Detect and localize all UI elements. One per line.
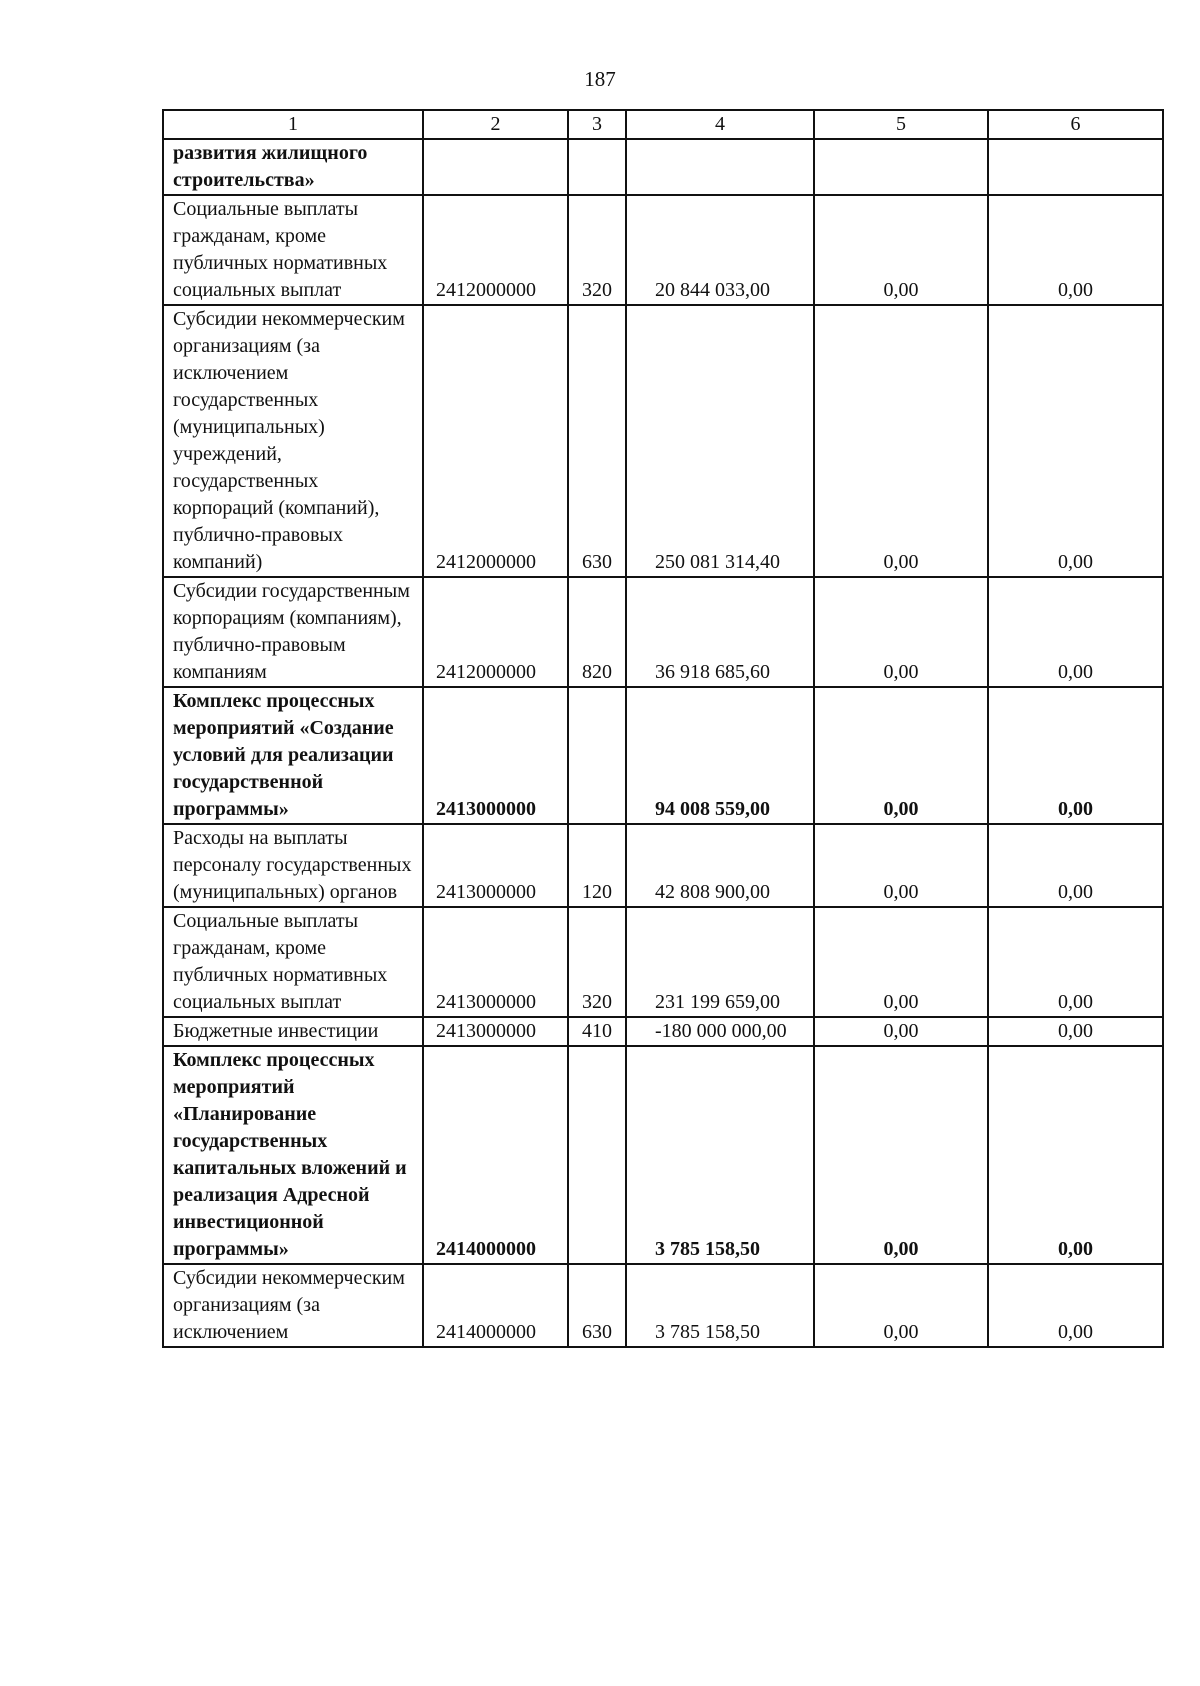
- header-col-2: 2: [423, 110, 568, 139]
- table-row: [163, 687, 1163, 824]
- row-expense-type: 410: [568, 1017, 626, 1046]
- row-amount-col5: 0,00: [814, 195, 988, 305]
- table-row: [163, 824, 1163, 907]
- table-row: [163, 1046, 1163, 1264]
- row-amount-col4: 20 844 033,00: [626, 195, 814, 305]
- row-target-code: 2412000000: [423, 305, 568, 577]
- row-name: Комплекс процессных мероприятий «Планирование государственных капитальных вложений и реализация Адресной инвестиционной программы»: [163, 1046, 423, 1264]
- header-col-6: 6: [988, 110, 1163, 139]
- row-amount-col6: 0,00: [988, 195, 1163, 305]
- row-amount-col6: 0,00: [988, 305, 1163, 577]
- row-expense-type: 820: [568, 577, 626, 687]
- row-amount-col5: 0,00: [814, 305, 988, 577]
- row-name: Расходы на выплаты персоналу государственных (муниципальных) органов: [163, 824, 423, 907]
- row-target-code: 2413000000: [423, 824, 568, 907]
- row-name: Бюджетные инвестиции: [163, 1017, 423, 1046]
- table-row: [163, 577, 1163, 687]
- row-target-code: [423, 139, 568, 195]
- header-col-4: 4: [626, 110, 814, 139]
- row-target-code: 2412000000: [423, 195, 568, 305]
- header-row: [163, 110, 1163, 139]
- row-target-code: 2413000000: [423, 687, 568, 824]
- row-amount-col4: 36 918 685,60: [626, 577, 814, 687]
- row-expense-type: [568, 139, 626, 195]
- row-target-code: 2413000000: [423, 1017, 568, 1046]
- row-expense-type: 320: [568, 195, 626, 305]
- row-amount-col6: 0,00: [988, 577, 1163, 687]
- page-number: 187: [584, 67, 616, 91]
- row-amount-col4: 3 785 158,50: [626, 1046, 814, 1264]
- row-amount-col4: 3 785 158,50: [626, 1264, 814, 1347]
- row-amount-col5: 0,00: [814, 687, 988, 824]
- row-name: развития жилищного строительства»: [163, 139, 423, 195]
- row-amount-col6: 0,00: [988, 824, 1163, 907]
- row-name: Субсидии некоммерческим организациям (за исключением: [163, 1264, 423, 1347]
- row-amount-col5: 0,00: [814, 1046, 988, 1264]
- row-amount-col5: 0,00: [814, 1264, 988, 1347]
- table-row: [163, 305, 1163, 577]
- row-expense-type: 120: [568, 824, 626, 907]
- row-amount-col5: [814, 139, 988, 195]
- table-row: [163, 195, 1163, 305]
- row-expense-type: [568, 687, 626, 824]
- table-row: [163, 139, 1163, 195]
- row-target-code: 2412000000: [423, 577, 568, 687]
- row-amount-col6: 0,00: [988, 1017, 1163, 1046]
- row-name: Субсидии некоммерческим организациям (за исключением государственных (муниципальных) учреждений, государственных корпораций (компаний), публично-правовых компаний): [163, 305, 423, 577]
- row-target-code: 2413000000: [423, 907, 568, 1017]
- row-name: Комплекс процессных мероприятий «Создание условий для реализации государственной программы»: [163, 687, 423, 824]
- row-expense-type: 630: [568, 1264, 626, 1347]
- row-expense-type: 320: [568, 907, 626, 1017]
- row-amount-col4: -180 000 000,00: [626, 1017, 814, 1046]
- row-expense-type: [568, 1046, 626, 1264]
- row-amount-col4: 42 808 900,00: [626, 824, 814, 907]
- row-amount-col5: 0,00: [814, 1017, 988, 1046]
- row-target-code: 2414000000: [423, 1046, 568, 1264]
- row-name: Социальные выплаты гражданам, кроме публичных нормативных социальных выплат: [163, 195, 423, 305]
- row-amount-col5: 0,00: [814, 907, 988, 1017]
- row-amount-col5: 0,00: [814, 824, 988, 907]
- row-expense-type: 630: [568, 305, 626, 577]
- row-amount-col4: 94 008 559,00: [626, 687, 814, 824]
- row-amount-col6: [988, 139, 1163, 195]
- row-amount-col6: 0,00: [988, 1264, 1163, 1347]
- row-amount-col4: 250 081 314,40: [626, 305, 814, 577]
- row-name: Субсидии государственным корпорациям (компаниям), публично-правовым компаниям: [163, 577, 423, 687]
- row-amount-col6: 0,00: [988, 687, 1163, 824]
- budget-table: [162, 109, 1164, 1348]
- table-row: [163, 907, 1163, 1017]
- header-col-1: 1: [163, 110, 423, 139]
- row-amount-col4: 231 199 659,00: [626, 907, 814, 1017]
- row-amount-col6: 0,00: [988, 1046, 1163, 1264]
- table-row: [163, 1264, 1163, 1347]
- row-name: Социальные выплаты гражданам, кроме публичных нормативных социальных выплат: [163, 907, 423, 1017]
- header-col-5: 5: [814, 110, 988, 139]
- table-row: [163, 1017, 1163, 1046]
- row-target-code: 2414000000: [423, 1264, 568, 1347]
- row-amount-col4: [626, 139, 814, 195]
- header-col-3: 3: [568, 110, 626, 139]
- row-amount-col5: 0,00: [814, 577, 988, 687]
- row-amount-col6: 0,00: [988, 907, 1163, 1017]
